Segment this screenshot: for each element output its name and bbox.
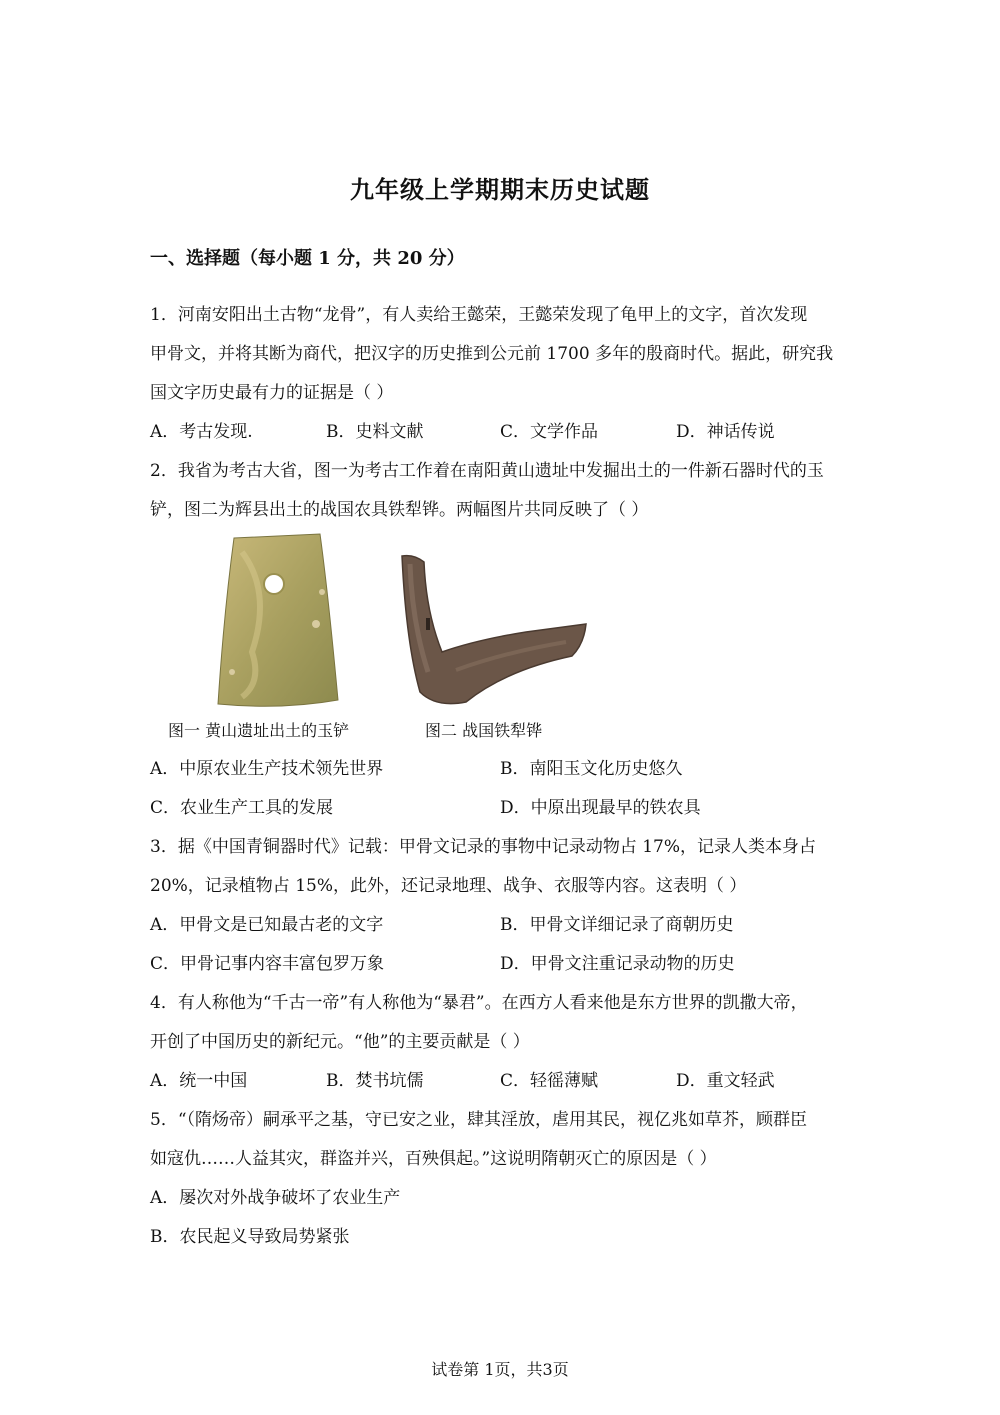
q1-option-c: C．文学作品 [500,422,599,442]
q3-line-2: 20%，记录植物占 15%，此外，还记录地理、战争、衣服等内容。这表明（ ） [150,876,747,896]
q2-option-a: A．中原农业生产技术领先世界 [150,759,384,779]
q5-option-b: B．农民起义导致局势紧张 [150,1227,350,1247]
page-footer: 试卷第 1页，共3页 [431,1360,569,1379]
q4-line-2: 开创了中国历史的新纪元。“他”的主要贡献是（ ） [150,1032,530,1052]
iron-plough-image [396,552,596,712]
q4-option-a: A．统一中国 [150,1071,248,1091]
q2-line-1: 2．我省为考古大省，图一为考古工作着在南阳黄山遗址中发掘出土的一件新石器时代的玉 [150,461,824,481]
q3-option-c: C．甲骨记事内容丰富包罗万象 [150,954,385,974]
q4-line-1: 4．有人称他为“千古一帝”有人称他为“暴君”。在西方人看来他是东方世界的凯撒大帝， [150,993,808,1013]
q2-line-2: 铲，图二为辉县出土的战国农具铁犁铧。两幅图片共同反映了（ ） [150,500,649,520]
page-title: 九年级上学期期末历史试题 [350,175,650,204]
jade-shovel-image [212,532,342,712]
q2-option-d: D．中原出现最早的铁农具 [500,798,701,818]
section-heading: 一、选择题（每小题 1 分，共 20 分） [150,248,465,269]
q4-option-b: B．焚书坑儒 [326,1071,424,1091]
q4-option-d: D．重文轻武 [676,1071,775,1091]
q5-line-2: 如寇仇……人益其灾，群盗并兴，百殃俱起。”这说明隋朝灭亡的原因是（ ） [150,1149,717,1169]
q1-line-2: 甲骨文，并将其断为商代，把汉字的历史推到公元前 1700 多年的殷商时代。据此，研究我 [150,344,834,364]
q1-line-3: 国文字历史最有力的证据是（ ） [150,383,394,403]
q5-option-a: A．屡次对外战争破坏了农业生产 [150,1188,401,1208]
q1-option-a: A．考古发现. [150,422,253,442]
q1-option-b: B．史料文献 [326,422,424,442]
figure-2-caption: 图二 战国铁犁铧 [425,721,543,740]
q5-line-1: 5．“（隋炀帝）嗣承平之基，守已安之业，肆其淫放，虐用其民，视亿兆如草芥，顾群臣 [150,1110,808,1130]
q1-option-d: D．神话传说 [676,422,775,442]
q3-option-d: D．甲骨文注重记录动物的历史 [500,954,735,974]
q4-option-c: C．轻徭薄赋 [500,1071,599,1091]
q2-option-b: B．南阳玉文化历史悠久 [500,759,683,779]
q2-option-c: C．农业生产工具的发展 [150,798,334,818]
q3-option-a: A．甲骨文是已知最古老的文字 [150,915,384,935]
figure-1-caption: 图一 黄山遗址出土的玉铲 [168,721,350,740]
q3-option-b: B．甲骨文详细记录了商朝历史 [500,915,734,935]
q3-line-1: 3．据《中国青铜器时代》记载：甲骨文记录的事物中记录动物占 17%，记录人类本身占 [150,837,817,857]
q1-line-1: 1．河南安阳出土古物“龙骨”，有人卖给王懿荣，王懿荣发现了龟甲上的文字，首次发现 [150,305,808,325]
